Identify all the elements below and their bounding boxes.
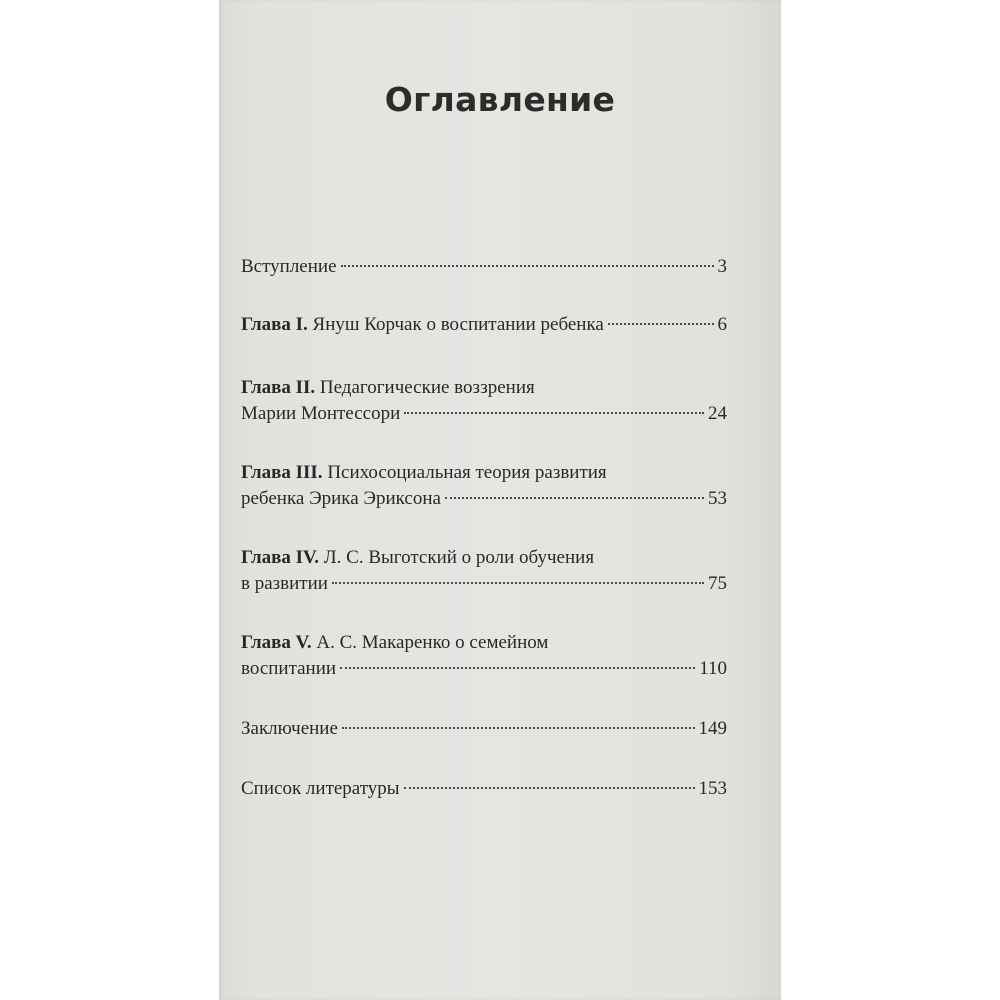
toc-page-number: 24 <box>708 403 727 424</box>
toc-page-number: 6 <box>717 314 727 335</box>
dot-leader <box>608 323 714 325</box>
toc-entry-title: Заключение <box>241 718 338 739</box>
chapter-label: Глава III. <box>241 462 323 483</box>
toc-entry-bibliography[interactable] <box>241 776 727 802</box>
toc-entry-chapter-2[interactable] <box>241 375 727 427</box>
toc-entry-chapter-4[interactable] <box>241 545 727 597</box>
toc-entry-title-line-1: Психосоциальная теория развития <box>327 462 607 483</box>
dot-leader <box>404 412 704 414</box>
toc-entry-title-line-1: Л. С. Выготский о роли обучения <box>323 547 595 568</box>
toc-page-number: 153 <box>698 778 727 799</box>
toc-entry-title-line-1: Педагогические воззрения <box>319 377 535 398</box>
toc-page-number: 53 <box>708 488 727 509</box>
chapter-label: Глава I. <box>241 314 308 335</box>
toc-entry-conclusion[interactable] <box>241 716 727 742</box>
toc-entry-title: Януш Корчак о воспитании ребенка <box>312 314 604 335</box>
chapter-label: Глава II. <box>241 377 316 398</box>
toc-entry-introduction[interactable] <box>241 254 727 280</box>
toc-entry-title-line-2: в развитии <box>241 573 328 594</box>
toc-entry-chapter-3[interactable] <box>241 460 727 512</box>
toc-entry-title: Вступление <box>241 256 337 277</box>
toc-entry-title-line-1: А. С. Макаренко о семейном <box>316 632 549 653</box>
book-page <box>219 0 781 1000</box>
dot-leader <box>445 497 704 499</box>
chapter-label: Глава V. <box>241 632 312 653</box>
toc-entry-title-line-2: ребенка Эрика Эриксона <box>241 488 441 509</box>
toc-entry-chapter-1[interactable] <box>241 312 727 338</box>
toc-page-number: 3 <box>717 256 727 277</box>
toc-entry-chapter-5[interactable] <box>241 630 727 682</box>
chapter-label: Глава IV. <box>241 547 320 568</box>
toc-page-number: 75 <box>708 573 727 594</box>
page-title: Оглавление <box>384 80 616 119</box>
dot-leader <box>404 787 695 789</box>
toc-entry-title-line-2: Марии Монтессори <box>241 403 401 424</box>
dot-leader <box>332 582 704 584</box>
dot-leader <box>342 727 695 729</box>
toc-page-number: 149 <box>698 718 727 739</box>
toc-page-number: 110 <box>699 658 727 679</box>
toc-entry-title-line-2: воспитании <box>241 658 337 679</box>
dot-leader <box>341 265 714 267</box>
dot-leader <box>340 667 695 669</box>
toc-entry-title: Список литературы <box>241 778 400 799</box>
